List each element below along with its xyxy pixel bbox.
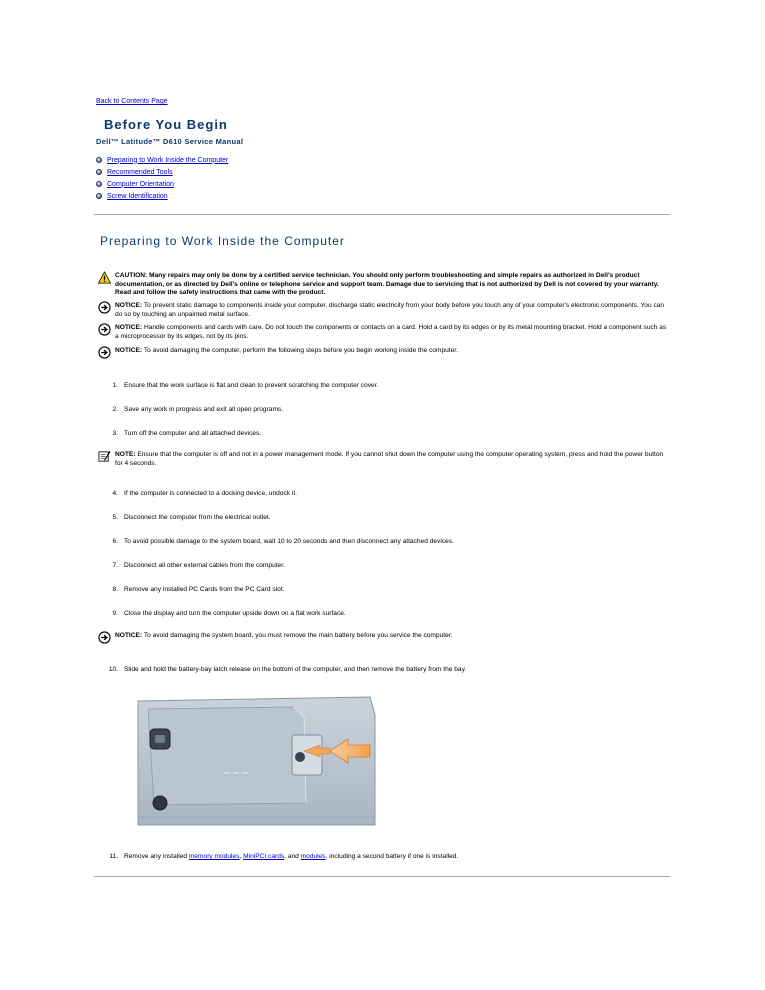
page-title: Before You Begin [104, 117, 228, 132]
notice-icon [98, 301, 111, 314]
note-block [98, 451, 670, 468]
notice-text: NOTICE: Handle components and cards with care. Do not touch the components or contacts on a card. Hold a card by its edges or by its metal mounting bracket. Hold a component such as a microprocessor by its edges, not by its pins. [115, 324, 667, 340]
toc-item [96, 166, 228, 178]
step-item: 7. Disconnect all other external cables from the computer. [112, 562, 285, 569]
step-item: 2. Save any work in progress and exit all open programs. [112, 406, 284, 413]
section-title: Preparing to Work Inside the Computer [100, 234, 345, 248]
manual-subtitle: Dell™ Latitude™ D610 Service Manual [96, 137, 244, 146]
bullet-icon [96, 169, 102, 175]
step-item: 11. Remove any installed memory modules, MiniPCI cards, and modules, including a second battery if one is installed. [109, 853, 459, 860]
caution-text: CAUTION: Many repairs may only be done by a certified service technician. You should only perform troubleshooting and simple repairs as authorized in Dell's product documentation, or as directed by Dell's online or telephone service and support team. Damage due to servicing that is not authorized by Dell is not covered by your warranty. Read and follow the safety instructions that came with the product. [115, 272, 659, 297]
step-item: 9. Close the display and turn the computer upside down on a flat work surface. [112, 610, 346, 617]
notice-text: NOTICE: To avoid damaging the system board, you must remove the main battery before you service the computer. [115, 632, 453, 639]
battery-removal-illustration [134, 695, 377, 827]
toc-link-screws[interactable]: Screw Identification [107, 192, 168, 200]
table-of-contents [96, 154, 228, 202]
step-item: 6. To avoid possible damage to the system board, wait 10 to 20 seconds and then disconnect any attached devices. [112, 538, 454, 545]
back-to-contents-link[interactable]: Back to Contents Page [96, 98, 168, 105]
step-item: 3. Turn off the computer and all attached devices. [112, 430, 262, 437]
toc-link-tools[interactable]: Recommended Tools [107, 168, 173, 176]
notice-block [98, 632, 670, 644]
note-icon [98, 450, 111, 463]
toc-item [96, 154, 228, 166]
notice-block [98, 324, 670, 341]
step-item: 5. Disconnect the computer from the electrical outlet. [112, 514, 271, 521]
toc-link-preparing[interactable]: Preparing to Work Inside the Computer [107, 156, 229, 164]
toc-link-orientation[interactable]: Computer Orientation [107, 180, 174, 188]
notice-block [98, 302, 670, 319]
toc-item [96, 190, 228, 202]
step-item: 10. Slide and hold the battery-bay latch release on the bottom of the computer, and then remove the battery from the bay. [108, 666, 467, 673]
notice-icon [98, 323, 111, 336]
step-item: 4. If the computer is connected to a docking device, undock it. [112, 490, 298, 497]
step-item: 8. Remove any installed PC Cards from the PC Card slot. [112, 586, 285, 593]
memory-modules-link[interactable]: memory modules [188, 853, 240, 860]
notice-icon [98, 346, 111, 359]
bullet-icon [96, 157, 102, 163]
minipci-cards-link[interactable]: MiniPCI cards [243, 853, 285, 860]
bullet-icon [96, 193, 102, 199]
notice-block [98, 347, 670, 359]
modules-link[interactable]: modules [300, 853, 326, 860]
divider [94, 876, 670, 877]
bullet-icon [96, 181, 102, 187]
notice-icon [98, 631, 111, 644]
notice-text: NOTICE: To prevent static damage to components inside your computer, discharge static electricity from your body before you touch any of your computer's electronic components. You can do so by touching an unpainted metal surface. [115, 302, 665, 318]
caution-block [98, 272, 670, 298]
note-text: NOTE: Ensure that the computer is off and not in a power management mode. If you cannot shut down the computer using the computer operating system, press and hold the power button for 4 seconds. [115, 451, 664, 467]
notice-text: NOTICE: To avoid damaging the computer, perform the following steps before you begin working inside the computer. [115, 347, 458, 354]
caution-icon [98, 271, 111, 284]
divider [94, 214, 670, 215]
step-item: 1. Ensure that the work surface is flat and clean to prevent scratching the computer cover. [112, 382, 379, 389]
toc-item [96, 178, 228, 190]
